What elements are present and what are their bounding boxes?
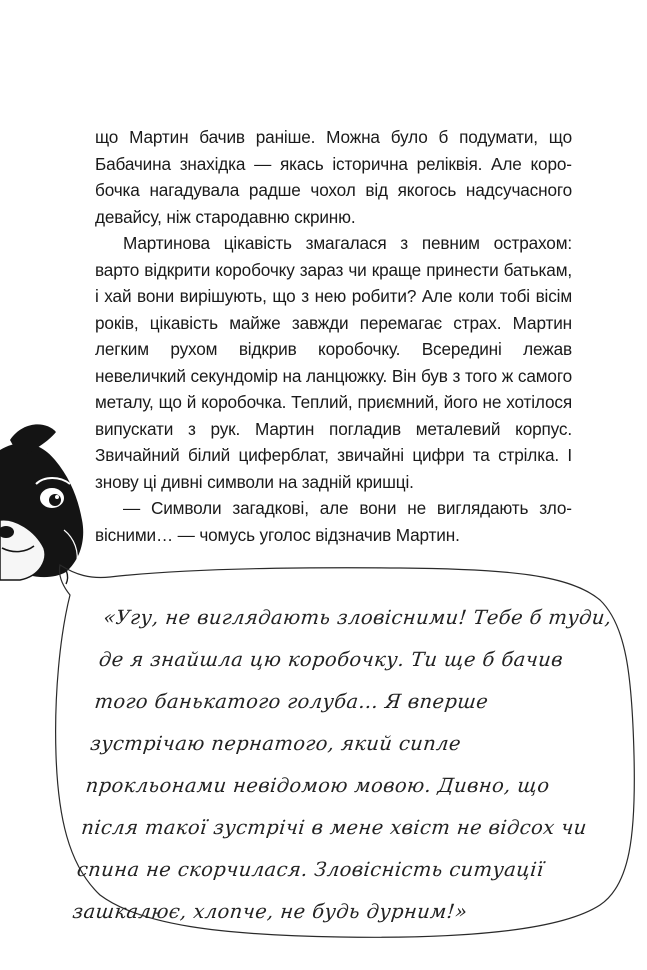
paragraph-1: що Мартин бачив раніше. Можна було б подумати, що Бабачина знахідка — якась історична реліквія. Але коробочка нагадувала радше чохол від якогось надсучасного девайсу, ніж стародавню скриню. [95,127,572,227]
speech-bubble-content: «Угу, не виглядають зловісними! Тебе б туди, де я знайшла цю коробочку. Ти ще б бачив того банькатого голуба… Я вперше зустрічаю пернатого, який сипле прокльонами невідомою мовою. Дивно, що після такої зустрічі в мене хвіст не відсох чи спина не скорчилася. Зловісність ситуації зашкалює, хлопче, не будь дурним!» [71,606,613,923]
speech-bubble-text [70,597,615,933]
main-text [95,124,572,548]
paragraph-3: — Символи загадкові, але вони не виглядають зловісними… — чомусь уголос відзначив Мартин. [95,498,572,545]
paragraph-2: Мартинова цікавість змагалася з певним острахом: варто відкрити коробочку зараз чи краще принести батькам, і хай вони вирішують, що з нею робити? Але коли тобі вісім років, цікавість майже завжди перемагає страх. Мартин легким рухом відкрив коробочку. Всередині лежав невеличкий секундомір на ланцюжку. Він був з того ж самого металу, що й коробочка. Теплий, приємний, його не хотілося випускати з рук. Мартин погладив металевий корпус. Звичайний білий циферблат, звичайні цифри та стрілка. І знову ці дивні символи на задній кришці. [95,233,572,492]
